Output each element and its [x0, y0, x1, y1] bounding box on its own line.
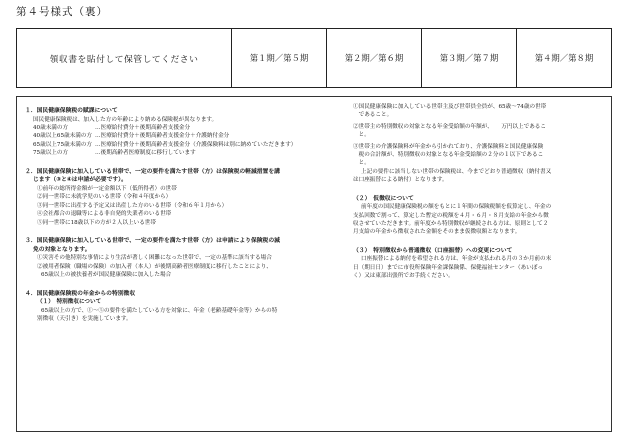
- provisional-body: 月支給の年金から徴収された金額をそのまま仮徴収額となります。: [353, 229, 521, 236]
- receipt-header-table: [16, 28, 612, 88]
- requirement-item: であること。: [353, 112, 393, 119]
- section-1-intro: 国民健康保険税は、加入した方の年齢により納める保険税が異なります。: [33, 116, 218, 123]
- period-cell-3-7: 第３期／第７期: [421, 29, 516, 87]
- section-4-body: 別徴収（天引き）を実施しています。: [37, 315, 132, 322]
- age-label: 65歳以上75歳未満の方: [33, 141, 92, 148]
- age-description: …後期高齢者医療制度に移行しています: [95, 150, 196, 157]
- period-cell-4-8: 第４期／第８期: [516, 29, 611, 87]
- age-label: 40歳以上65歳未満の方: [33, 133, 92, 140]
- section-4-body: 65歳以上の方で、①〜⑤の要件を満たしている方を対象に、年金（老齢基礎年金等）からの特: [41, 307, 278, 314]
- list-item: 65歳以上の被扶養者が国民健康保険に加入した場合: [41, 272, 172, 279]
- receipt-instruction-cell: 領収書を貼付して保管してください: [49, 54, 199, 65]
- change-to-normal-heading: （３） 特別徴収から普通徴収（口座振替）への変更について: [353, 247, 513, 254]
- list-item: ①災害その他特別な事情により生活が著しく困難になった世帯で、一定の基準に該当する場合: [37, 255, 272, 262]
- age-row: [25, 141, 331, 149]
- requirement-item: ①国民健康保険に加入している世帯主及び世帯員全員が、65歳〜74歳の世帯: [353, 104, 547, 110]
- provisional-body: 前年度の国民健康保険税の額をもとに１年間の保険税額を仮算定し、年金の: [361, 204, 552, 211]
- list-item: ②被用者保険（職場の保険）の加入者（本人）が後期高齢者医療制度に移行したことにより、: [37, 263, 272, 270]
- section-1-heading: １．国民健康保険税の賦課について: [25, 108, 118, 114]
- change-body: 口座振替による納付を希望される方は、年金が支払われる月の３か月前の末: [361, 256, 552, 263]
- provisional-collection-heading: （２） 仮徴収について: [353, 195, 414, 202]
- requirement-item: と。: [353, 160, 370, 167]
- age-description: …医療給付費分＋後期高齢者支援金分: [95, 125, 191, 132]
- section-3-heading-cont: 免の対象となります。: [33, 246, 91, 253]
- list-item: ②同一世帯に未就学児のいる世帯（令和４年度から）: [37, 194, 172, 201]
- requirement-item: ③世帯主の介護保険料が年金から引かれており、介護保険料と国民健康保険: [353, 143, 544, 150]
- explanation-box: [16, 96, 612, 432]
- requirement-item: ②世帯主の特別徴収の対象となる年金受給額の年額が、 万円以上であるこ: [353, 123, 546, 130]
- section-2-heading-cont: じます（③と④は申請が必要です）。: [33, 177, 127, 184]
- list-item: ⑤同一世帯に18歳以下の方が２人以上いる世帯: [37, 219, 156, 226]
- list-item: ④会社都合の退職等による非自発的失業者のいる世帯: [37, 211, 172, 218]
- provisional-body: 支払回数で割って、算定した暫定の税額を４月・６月・８月支給の年金から徴: [353, 212, 549, 219]
- period-cell-2-6: 第２期／第６期: [326, 29, 421, 87]
- right-column: [353, 103, 605, 281]
- provisional-body: 収させていただきます。前年度から特別徴収が継続される方は、原則として２: [353, 220, 549, 227]
- requirement-item: 税の合計額が、特別徴収の対象となる年金受給額の２分の１以下であるこ: [353, 151, 544, 158]
- age-description: …医療給付費分＋後期高齢者支援金分（介護保険料は別に納めていただきます）: [95, 141, 297, 148]
- change-body: く）又は東部出張所でお手続ください。: [353, 273, 454, 280]
- section-3-heading: ３．国民健康保険に加入している世帯で、一定の要件を満たす世帯（方）は申請により保険税の減: [25, 237, 280, 244]
- age-row: [25, 149, 331, 157]
- requirement-item: と。: [353, 132, 370, 139]
- age-label: 40歳未満の方: [33, 125, 69, 132]
- note-text: 上記の要件に該当しない世帯の保険税は、今までどおり普通徴収（納付書又: [361, 168, 552, 175]
- age-description: …医療給付費分＋後期高齢者支援金分＋介護納付金分: [95, 133, 230, 140]
- section-2-heading: ２．国民健康保険に加入している世帯で、一定の要件を満たす世帯（方）は保険税の軽減措置を講: [25, 168, 280, 175]
- age-row: [25, 124, 331, 132]
- section-4-heading: ４．国民健康保険税の年金からの特別徴収: [25, 290, 136, 297]
- list-item: ①前年の総所得金額が一定金額以下（低所得者）の世帯: [37, 186, 177, 193]
- period-cell-1-5: 第１期／第５期: [231, 29, 326, 87]
- age-row: [25, 132, 331, 140]
- change-body: 日（期日日）までに市役所保険年金課保険係、保健福祉センター（あいぽっ: [353, 264, 543, 271]
- form-number-title: 第４号様式（裏）: [16, 6, 108, 18]
- left-column: [25, 103, 331, 323]
- note-text: は口座振替による納付）となります。: [353, 177, 448, 184]
- age-label: 75歳以上の方: [33, 150, 69, 157]
- list-item: ③同一世帯に出産する予定又は出産した方のいる世帯（令和６年１月から）: [37, 202, 228, 209]
- section-4-subheading: （１） 特別徴収について: [37, 299, 102, 306]
